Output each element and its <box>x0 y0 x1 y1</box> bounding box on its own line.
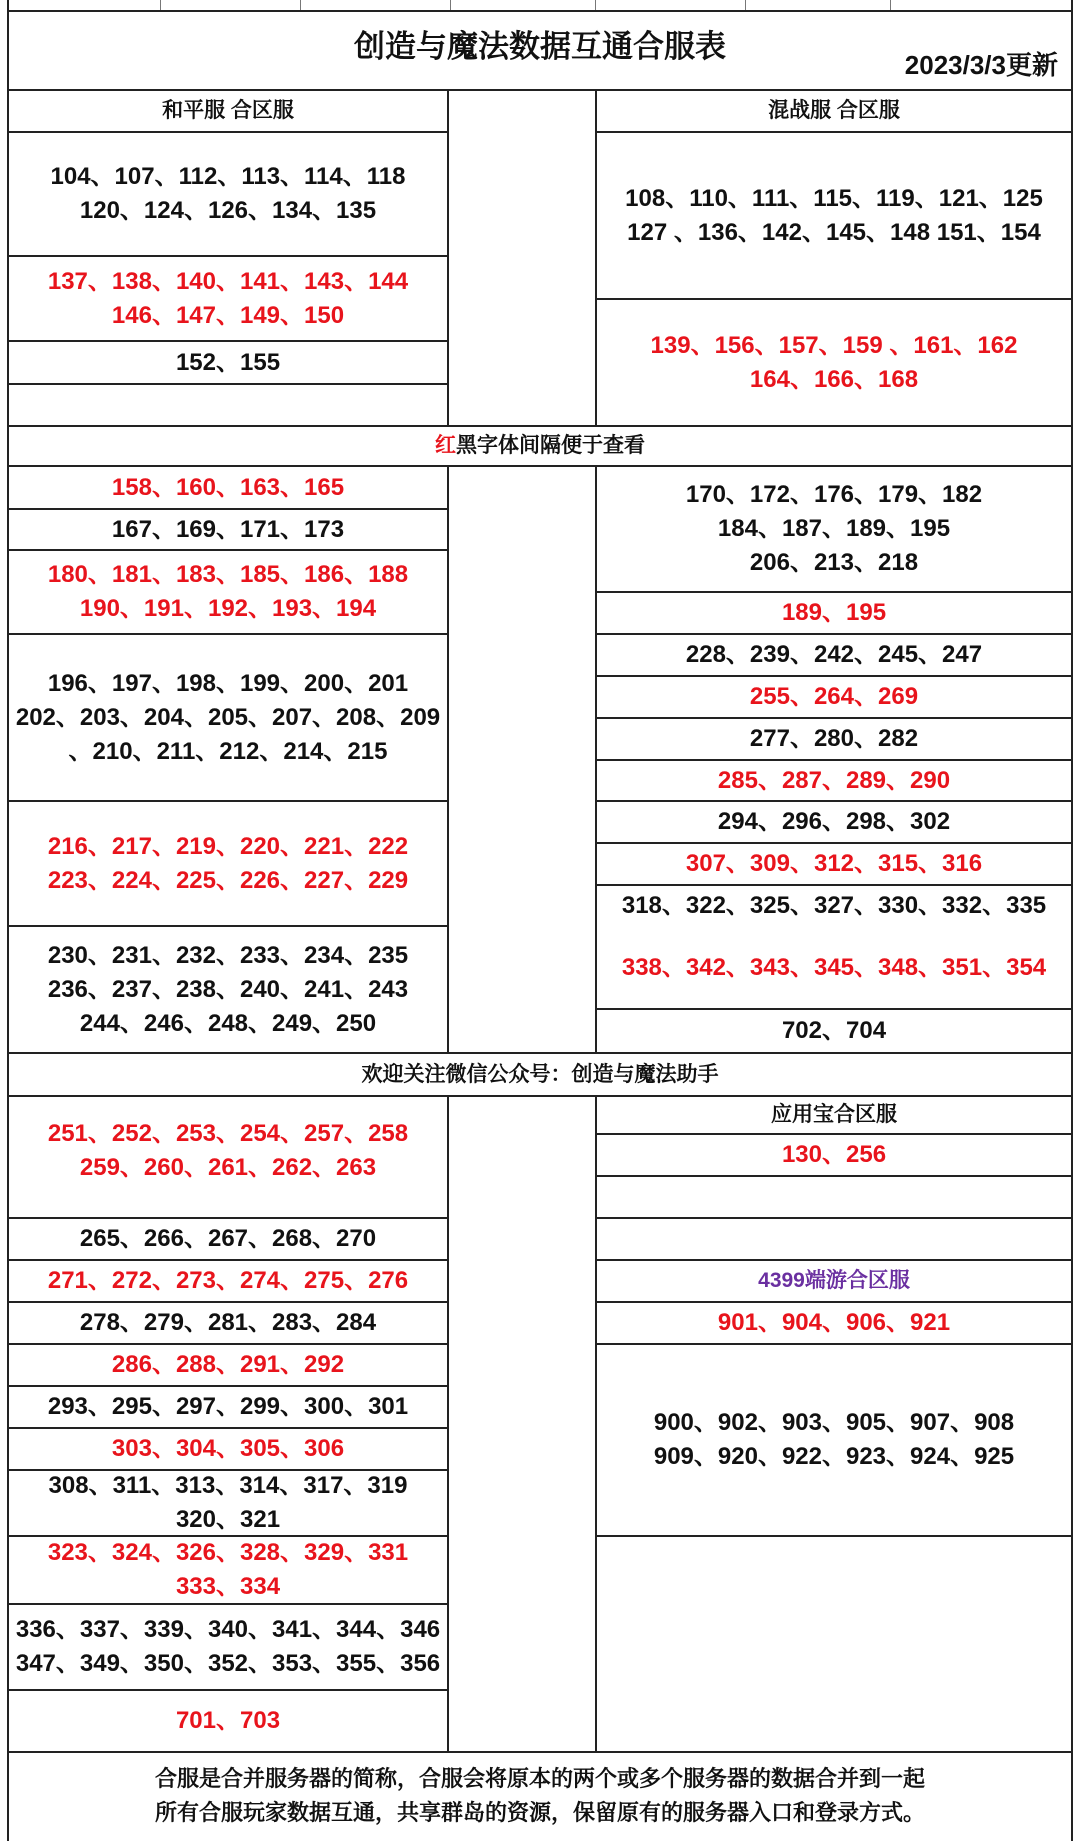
server-list-line: 230、231、232、233、234、235 <box>47 941 409 969</box>
pvp-merge-group <box>597 1010 1071 1052</box>
server-list-line: 318、322、325、327、330、332、335 <box>621 892 1047 919</box>
server-list-line: 307、309、312、315、316 <box>685 850 983 877</box>
server-list-line: 120、124、126、134、135 <box>79 197 377 224</box>
pvp-merge-group <box>597 133 1071 298</box>
server-list-line: 255、264、269 <box>749 683 919 710</box>
peace-merge-group <box>9 802 447 925</box>
server-list-line: 196、197、198、199、200、201 <box>47 669 409 697</box>
server-list-line: 265、266、267、268、270 <box>79 1225 377 1252</box>
pvp-merge-group <box>597 802 1071 842</box>
peace-merge-group <box>9 1303 447 1343</box>
server-list-line: 909、920、922、923、924、925 <box>653 1443 1015 1470</box>
server-list-line: 202、203、204、205、207、208、209 <box>15 703 441 731</box>
server-list-line: 137、138、140、141、143、144 <box>47 267 409 295</box>
peace-merge-group <box>9 1097 447 1217</box>
wechat-follow-divider: 欢迎关注微信公众号：创造与魔法助手 <box>361 1062 719 1086</box>
pvp-server-header: 混战服 合区服 <box>768 99 900 122</box>
pvp-merge-group <box>597 677 1071 717</box>
server-list-line: 108、110、111、115、119、121、125 <box>625 184 1043 212</box>
h4399-merge-group <box>597 1303 1071 1343</box>
server-list-line: 320、321 <box>175 1506 281 1533</box>
peace-merge-group <box>9 1345 447 1385</box>
pvp-merge-group <box>597 635 1071 675</box>
peace-merge-group <box>9 1537 447 1603</box>
server-list-line: 285、287、289、290 <box>717 766 951 794</box>
server-list-line: 189、195 <box>781 599 887 626</box>
h4399-merge-group <box>597 1345 1071 1535</box>
server-list-line: 271、272、273、274、275、276 <box>47 1267 409 1294</box>
h4399-server-header: 4399端游合区服 <box>758 1269 910 1292</box>
server-list-line: 、210、211、212、214、215 <box>68 737 388 765</box>
server-list-line: 167、169、171、173 <box>111 515 345 543</box>
server-list-line: 127 、136、142、145、148 151、154 <box>627 218 1041 246</box>
server-list-line: 152、155 <box>175 348 281 376</box>
server-list-line: 277、280、282 <box>749 725 919 752</box>
server-list-line: 336、337、339、340、341、344、346 <box>15 1616 441 1643</box>
pvp-merge-group <box>597 844 1071 884</box>
server-list-line: 338、342、343、345、348、351、354 <box>621 954 1047 981</box>
server-list-line: 900、902、903、905、907、908 <box>653 1409 1015 1436</box>
server-list-line: 164、166、168 <box>749 365 919 393</box>
pvp-merge-group <box>597 593 1071 633</box>
server-list-line: 303、304、305、306 <box>111 1435 345 1462</box>
pvp-merge-group <box>597 300 1071 425</box>
server-list-line: 347、349、350、352、353、355、356 <box>15 1650 441 1677</box>
footer-line: 合服是合并服务器的简称，合服会将原本的两个或多个服务器的数据合并到一起 <box>154 1766 925 1791</box>
peace-merge-group <box>9 1387 447 1427</box>
server-list-line: 294、296、298、302 <box>717 808 951 835</box>
peace-merge-group <box>9 1691 447 1751</box>
peace-merge-group <box>9 1261 447 1301</box>
server-list-line: 308、311、313、314、317、319 <box>48 1472 408 1499</box>
peace-merge-group <box>9 510 447 549</box>
color-note-divider <box>9 427 1071 465</box>
server-list-line: 190、191、192、193、194 <box>79 595 377 622</box>
server-list-line: 251、252、253、254、257、258 <box>47 1120 409 1147</box>
server-list-line: 223、224、225、226、227、229 <box>47 866 409 894</box>
peace-merge-group <box>9 257 447 340</box>
server-list-line: 228、239、242、245、247 <box>685 641 983 668</box>
server-list-line: 206、213、218 <box>749 549 919 576</box>
pvp-merge-group <box>597 719 1071 759</box>
server-list-line: 333、334 <box>175 1573 281 1600</box>
pvp-merge-group <box>597 928 1071 1008</box>
peace-merge-group <box>9 635 447 800</box>
pvp-merge-group <box>597 761 1071 800</box>
server-list-line: 104、107、112、113、114、118 <box>50 163 406 190</box>
update-date: 2023/3/3更新 <box>904 50 1058 80</box>
page-title: 创造与魔法数据互通合服表 <box>354 29 726 64</box>
peace-merge-group <box>9 467 447 508</box>
server-list-line: 139、156、157、159 、161、162 <box>650 331 1018 359</box>
server-list-line: 170、172、176、179、182 <box>685 481 983 508</box>
peace-merge-group <box>9 1429 447 1469</box>
color-note-red: 红 <box>435 434 456 457</box>
peace-merge-group <box>9 1219 447 1259</box>
server-list-line: 293、295、297、299、300、301 <box>47 1393 409 1420</box>
server-list-line: 701、703 <box>175 1707 281 1734</box>
server-list-line: 259、260、261、262、263 <box>79 1154 377 1181</box>
pvp-merge-group <box>597 886 1071 926</box>
server-list-line: 180、181、183、185、186、188 <box>47 561 409 588</box>
peace-merge-group <box>9 1471 447 1535</box>
server-list-line: 184、187、189、195 <box>717 515 951 542</box>
server-list-line: 244、246、248、249、250 <box>79 1009 377 1037</box>
server-list-line: 702、704 <box>781 1017 887 1044</box>
server-list-line: 130、256 <box>781 1141 887 1168</box>
footer-line: 所有合服玩家数据互通，共享群岛的资源，保留原有的服务器入口和登录方式。 <box>154 1800 925 1825</box>
yingyongbao-server-header: 应用宝合区服 <box>771 1103 897 1126</box>
server-list-line: 146、147、149、150 <box>111 301 345 329</box>
peace-server-header: 和平服 合区服 <box>162 99 294 122</box>
server-list-line: 323、324、326、328、329、331 <box>47 1539 409 1566</box>
server-list-line: 901、904、906、921 <box>717 1309 951 1336</box>
footer-explanation <box>9 1753 1071 1839</box>
peace-merge-group <box>9 1605 447 1689</box>
server-list-line: 158、160、163、165 <box>111 473 345 501</box>
pvp-merge-group <box>597 467 1071 591</box>
server-list-line: 278、279、281、283、284 <box>79 1309 377 1336</box>
server-list-line: 236、237、238、240、241、243 <box>47 975 409 1003</box>
peace-merge-group <box>9 133 447 255</box>
peace-merge-group <box>9 927 447 1052</box>
peace-merge-group <box>9 551 447 633</box>
peace-merge-group <box>9 342 447 383</box>
yingyongbao-merge-group <box>597 1135 1071 1175</box>
server-list-line: 216、217、219、220、221、222 <box>47 832 409 860</box>
server-list-line: 286、288、291、292 <box>111 1351 345 1378</box>
color-note-black: 黑字体间隔便于查看 <box>456 434 645 457</box>
